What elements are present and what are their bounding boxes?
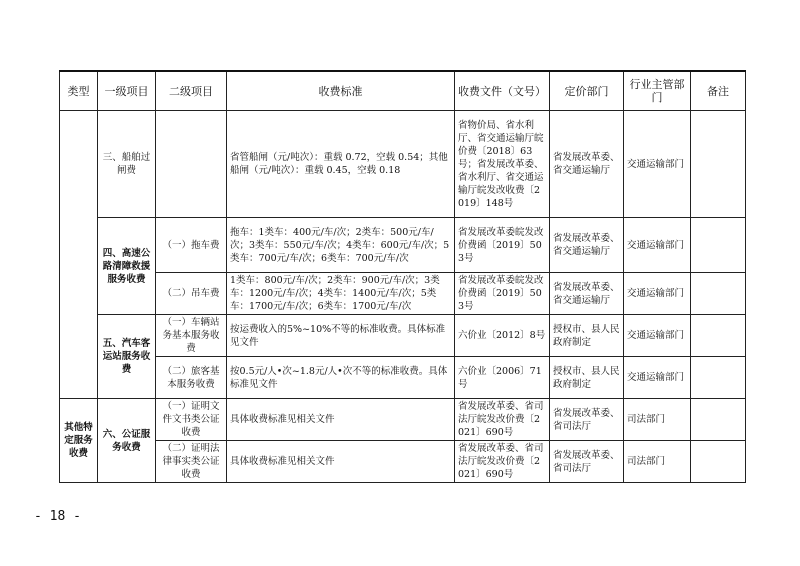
level2-cell: （一）拖车费 xyxy=(156,218,227,273)
pricing-dept-cell: 授权市、县人民政府制定 xyxy=(550,357,624,399)
standard-cell: 具体收费标准见相关文件 xyxy=(227,399,455,441)
page-number: - 18 - xyxy=(34,509,81,524)
standard-cell: 按0.5元/人•次~1.8元/人•次不等的标准收费。具体标准见文件 xyxy=(227,357,455,399)
document-cell: 六价业〔2006〕71号 xyxy=(455,357,550,399)
fee-table xyxy=(59,70,746,483)
header-level2: 二级项目 xyxy=(156,71,227,111)
level1-cell: 四、高速公路清障救援服务收费 xyxy=(98,218,156,315)
header-row xyxy=(60,71,746,111)
level1-cell: 五、汽车客运站服务收费 xyxy=(98,315,156,399)
level2-cell: （二）吊车费 xyxy=(156,273,227,315)
pricing-dept-cell: 省发展改革委、省司法厅 xyxy=(550,441,624,483)
header-remarks: 备注 xyxy=(691,71,746,111)
header-pricing-dept: 定价部门 xyxy=(550,71,624,111)
header-type: 类型 xyxy=(60,71,98,111)
standard-cell: 省管船闸（元/吨次）：重载 0.72，空载 0.54；其他船闸（元/吨次）：重载 0.45，空载 0.18 xyxy=(227,111,455,218)
pricing-dept-cell: 省发展改革委、省司法厅 xyxy=(550,399,624,441)
industry-dept-cell: 交通运输部门 xyxy=(624,315,691,357)
level1-cell: 三、船舶过闸费 xyxy=(98,111,156,218)
level2-cell: （一）证明文件文书类公证收费 xyxy=(156,399,227,441)
industry-dept-cell: 司法部门 xyxy=(624,399,691,441)
document-cell: 省发展改革委皖发改价费函〔2019〕503号 xyxy=(455,273,550,315)
industry-dept-cell: 交通运输部门 xyxy=(624,357,691,399)
industry-dept-cell: 交通运输部门 xyxy=(624,111,691,218)
standard-cell: 按运费收入的5%~10%不等的标准收费。具体标准见文件 xyxy=(227,315,455,357)
level2-cell xyxy=(156,111,227,218)
header-document: 收费文件（文号） xyxy=(455,71,550,111)
level2-cell: （一）车辆站务基本服务收费 xyxy=(156,315,227,357)
table-row xyxy=(60,357,746,399)
remarks-cell xyxy=(691,273,746,315)
header-industry-dept: 行业主管部门 xyxy=(624,71,691,111)
level2-cell: （二）旅客基本服务收费 xyxy=(156,357,227,399)
level2-cell: （二）证明法律事实类公证收费 xyxy=(156,441,227,483)
level1-cell: 六、公证服务收费 xyxy=(98,399,156,483)
remarks-cell xyxy=(691,357,746,399)
type-cell-empty xyxy=(60,111,98,399)
remarks-cell xyxy=(691,315,746,357)
standard-cell: 具体收费标准见相关文件 xyxy=(227,441,455,483)
type-cell: 其他特定服务收费 xyxy=(60,399,98,483)
remarks-cell xyxy=(691,218,746,273)
table-row xyxy=(60,218,746,273)
header-level1: 一级项目 xyxy=(98,71,156,111)
table-row xyxy=(60,441,746,483)
header-standard: 收费标准 xyxy=(227,71,455,111)
document-cell: 六价业〔2012〕8号 xyxy=(455,315,550,357)
table-row xyxy=(60,315,746,357)
document-cell: 省发展改革委皖发改价费函〔2019〕503号 xyxy=(455,218,550,273)
document-cell: 省物价局、省水利厅、省交通运输厅皖价费〔2018〕63号；省发展改革委、省水利厅、省交通运输厅皖发改收费〔2019〕148号 xyxy=(455,111,550,218)
table-row xyxy=(60,111,746,218)
standard-cell: 拖车：1类车：400元/车/次；2类车：500元/车/次；3类车：550元/车/次；4类车：600元/车/次；5类车：700元/车/次；6类车：700元/车/次 xyxy=(227,218,455,273)
document-cell: 省发展改革委、省司法厅皖发改价费〔2021〕690号 xyxy=(455,441,550,483)
industry-dept-cell: 交通运输部门 xyxy=(624,273,691,315)
industry-dept-cell: 交通运输部门 xyxy=(624,218,691,273)
remarks-cell xyxy=(691,441,746,483)
table-row xyxy=(60,399,746,441)
pricing-dept-cell: 省发展改革委、省交通运输厅 xyxy=(550,111,624,218)
table-row xyxy=(60,273,746,315)
remarks-cell xyxy=(691,111,746,218)
standard-cell: 1类车：800元/车/次；2类车：900元/车/次；3类车：1200元/车/次；4类车：1400元/车/次；5类车：1700元/车/次；6类车：1700元/车/次 xyxy=(227,273,455,315)
remarks-cell xyxy=(691,399,746,441)
pricing-dept-cell: 省发展改革委、省交通运输厅 xyxy=(550,273,624,315)
pricing-dept-cell: 省发展改革委、省交通运输厅 xyxy=(550,218,624,273)
document-cell: 省发展改革委、省司法厅皖发改价费〔2021〕690号 xyxy=(455,399,550,441)
pricing-dept-cell: 授权市、县人民政府制定 xyxy=(550,315,624,357)
industry-dept-cell: 司法部门 xyxy=(624,441,691,483)
